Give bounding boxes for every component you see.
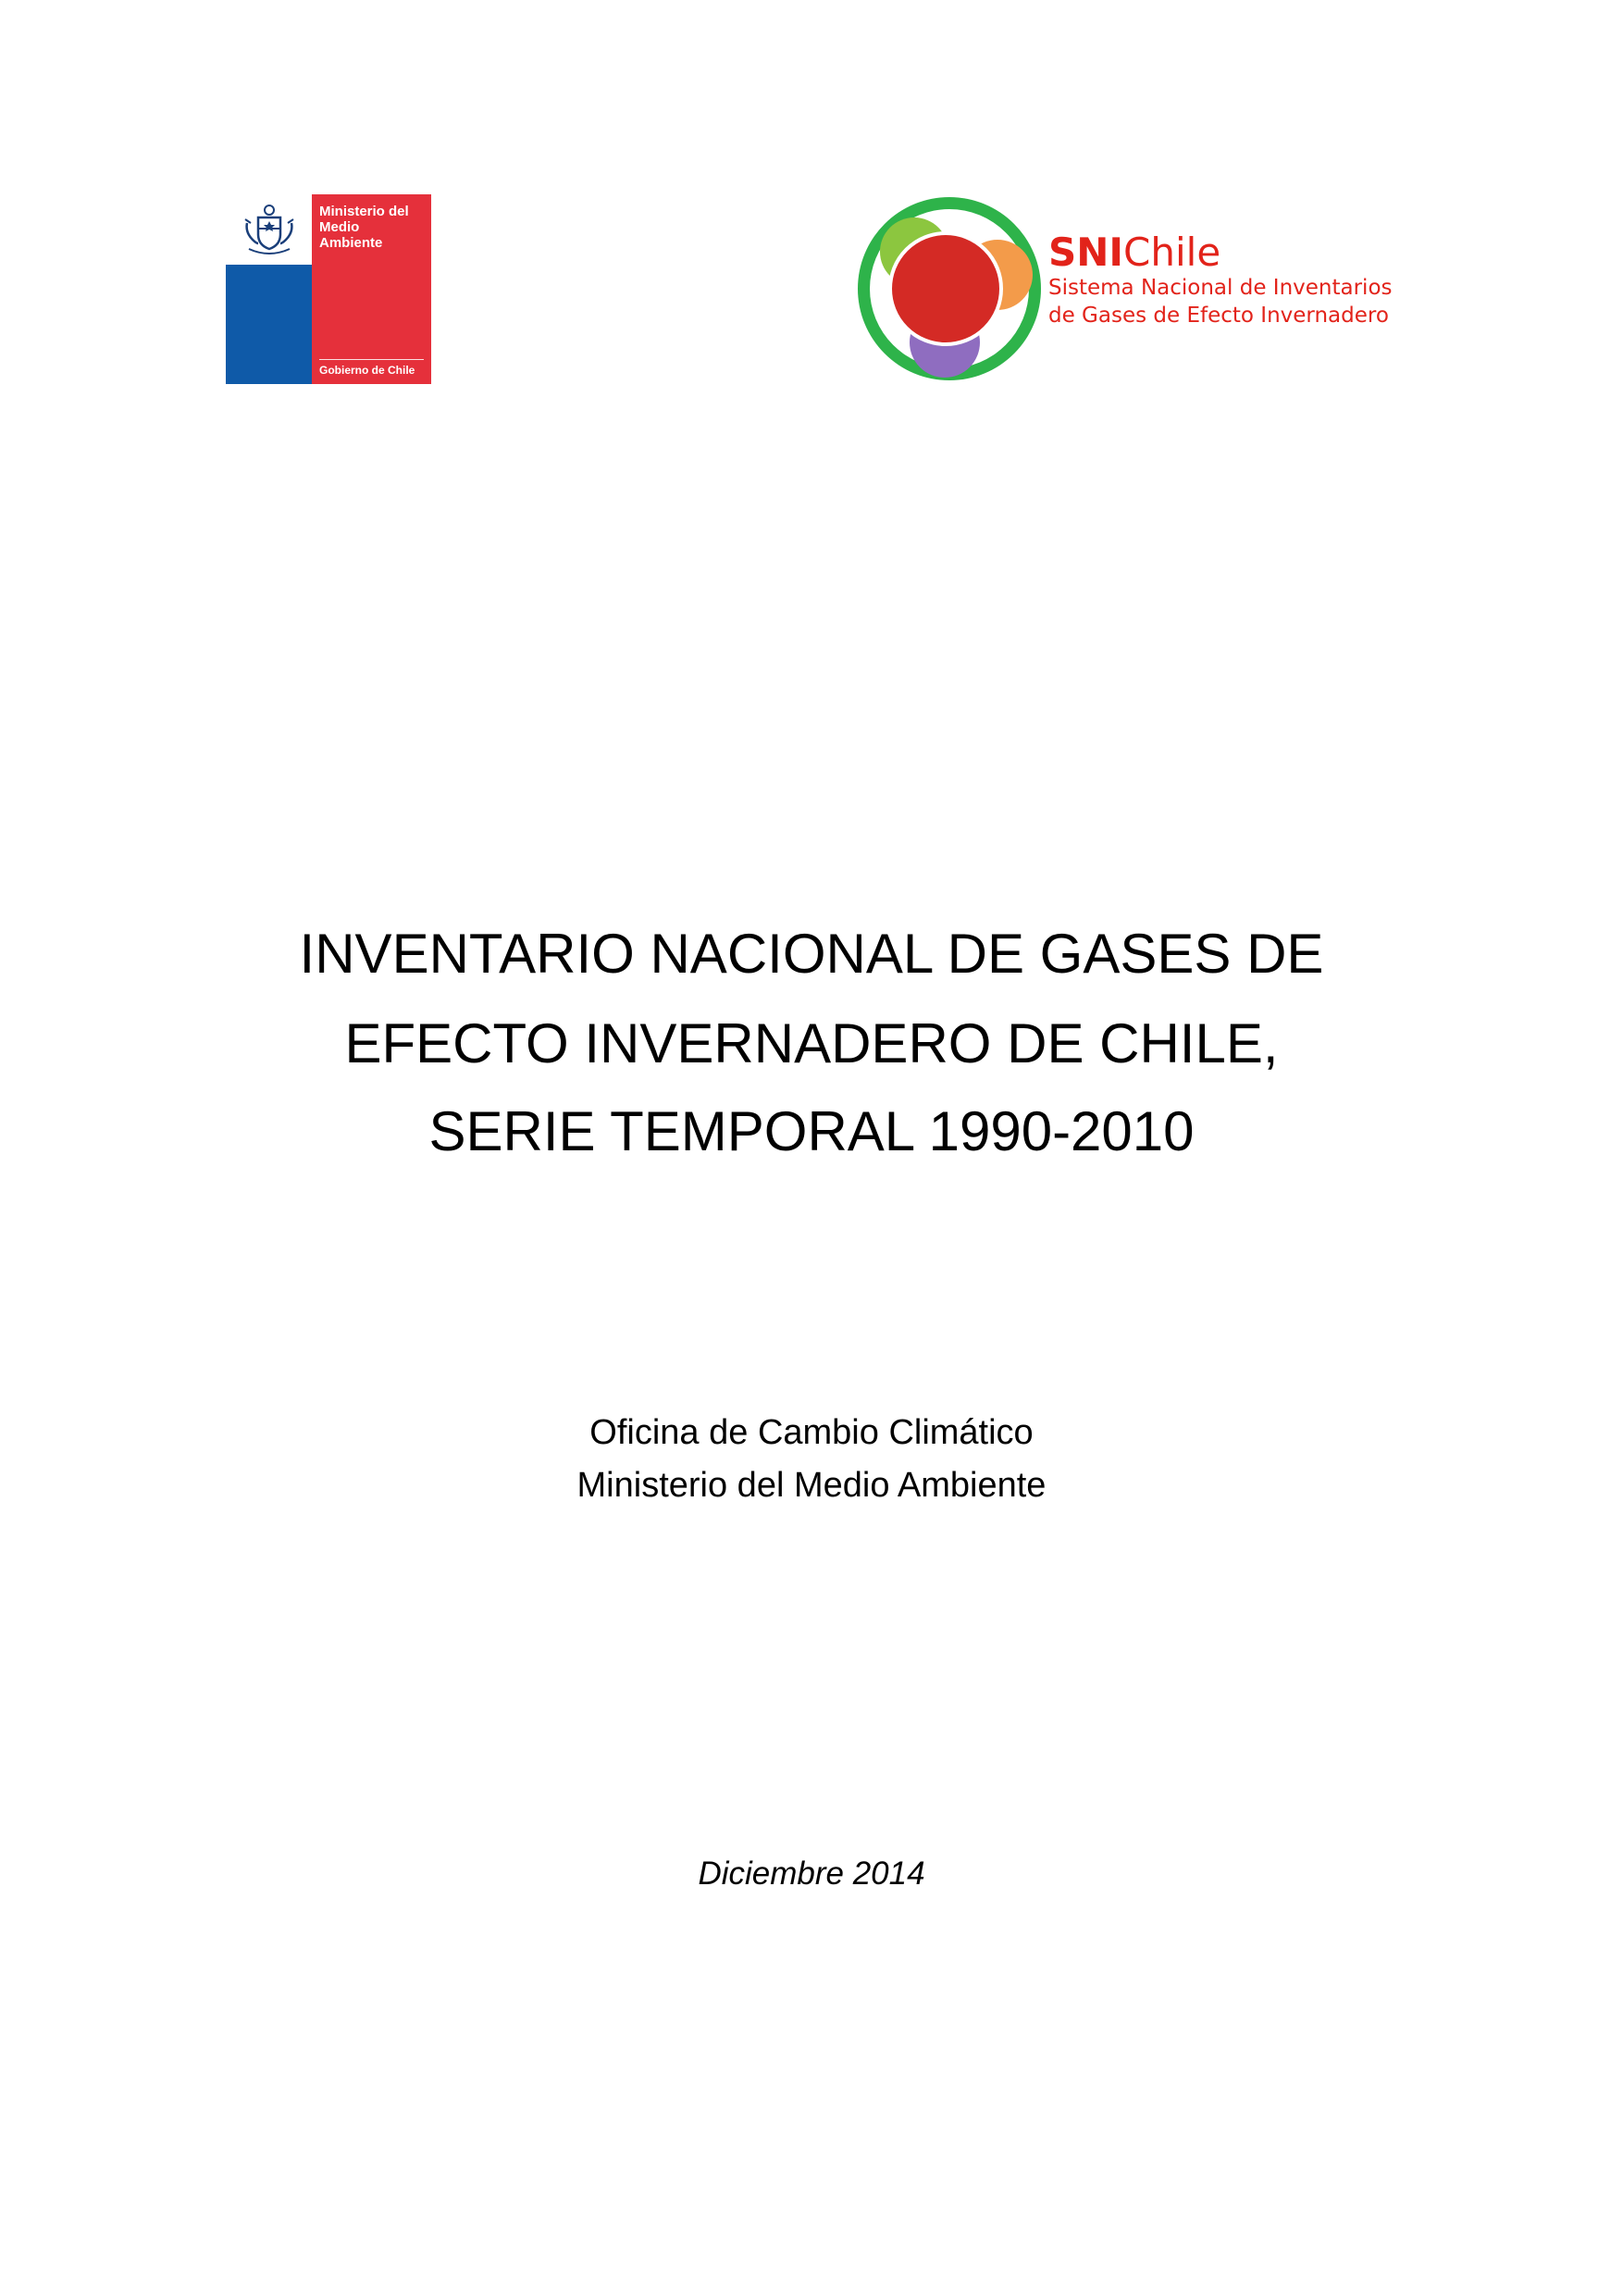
ministerio-medio-ambiente-logo <box>226 194 431 384</box>
coat-of-arms-icon <box>240 203 299 256</box>
logo-blue-fill <box>226 265 312 384</box>
sni-title-bold: SNI <box>1048 230 1124 275</box>
ministry-name-line: Ambiente <box>319 235 383 251</box>
document-title-line: SERIE TEMPORAL 1990-2010 <box>428 1100 1195 1162</box>
ministry-name-line: Medio <box>319 219 360 235</box>
ministry-name <box>319 204 421 251</box>
sni-title-regular: Chile <box>1123 230 1221 275</box>
office-line: Oficina de Cambio Climático <box>589 1413 1034 1452</box>
snichile-logo <box>857 196 1431 381</box>
sni-subtitle-line: de Gases de Efecto Invernadero <box>1048 304 1389 328</box>
logo-blue-field <box>226 194 312 384</box>
ministry-name-line: Ministerio del <box>319 204 409 219</box>
sni-subtitle-line: Sistema Nacional de Inventarios <box>1048 276 1393 300</box>
logo-white-band <box>226 194 312 265</box>
document-title-line: EFECTO INVERNADERO DE CHILE, <box>344 1012 1279 1074</box>
sni-wordmark <box>1048 231 1428 329</box>
document-date: Diciembre 2014 <box>698 1855 925 1892</box>
sni-title <box>1048 231 1428 274</box>
sni-emblem-icon <box>857 196 1042 381</box>
office-line: Ministerio del Medio Ambiente <box>576 1466 1047 1505</box>
logo-red-field <box>312 194 431 384</box>
government-label: Gobierno de Chile <box>319 359 424 377</box>
document-title-line: INVENTARIO NACIONAL DE GASES DE <box>299 923 1324 985</box>
